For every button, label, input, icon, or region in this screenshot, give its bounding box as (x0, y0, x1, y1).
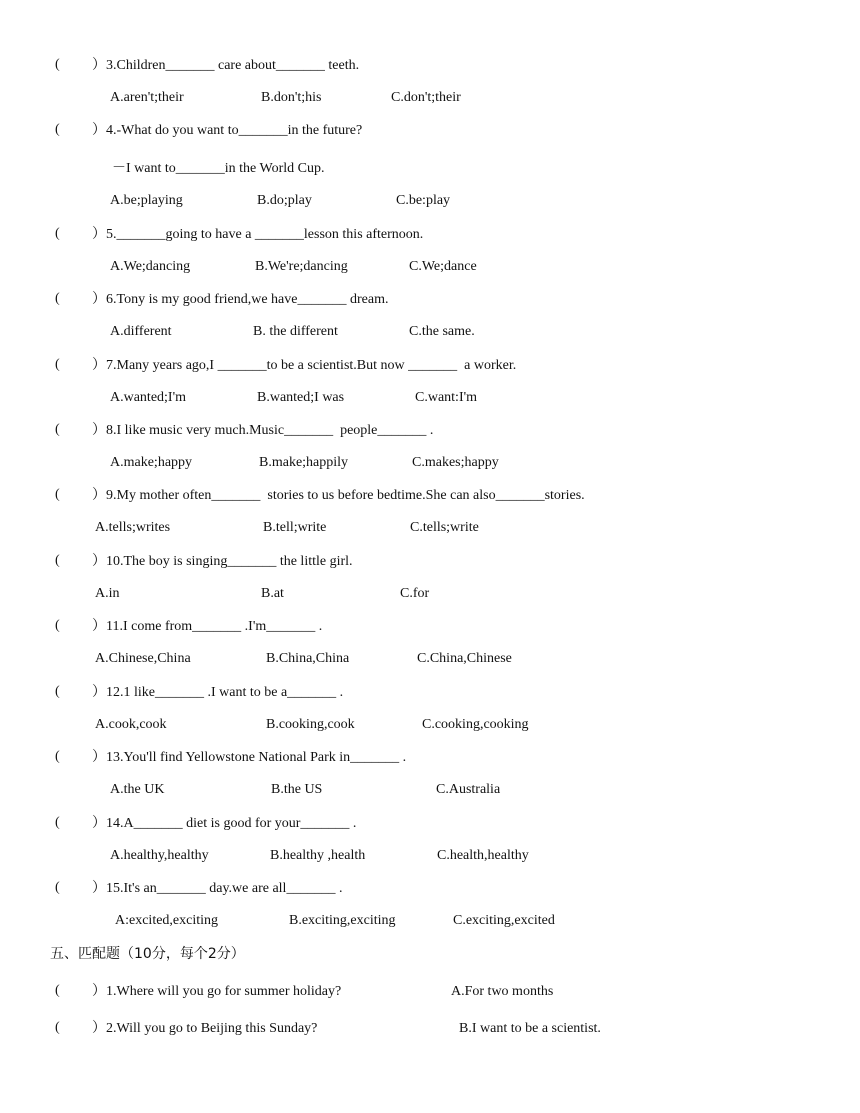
q5-option-b: B.We're;dancing (255, 259, 348, 274)
answer-paren: ( (55, 749, 60, 764)
q8-option-a: A.make;happy (110, 455, 193, 470)
q12-option-c: C.cooking,cooking (422, 717, 529, 732)
match-answer-b: B.I want to be a scientist. (459, 1021, 601, 1036)
answer-paren: ( (55, 815, 60, 830)
q3-option-b: B.don't;his (261, 90, 322, 105)
q15-option-c: C.exciting,excited (453, 913, 555, 928)
q15-option-a: A:excited,exciting (115, 913, 219, 928)
q3-option-c: C.don't;their (391, 90, 461, 105)
q14-option-c: C.health,healthy (437, 848, 529, 863)
q6-option-a: A.different (110, 324, 172, 339)
match-question-1: ）1.Where will you go for summer holiday? (92, 984, 342, 999)
q9-option-b: B.tell;write (263, 520, 327, 535)
q11-option-c: C.China,Chinese (417, 651, 512, 666)
question-3: ）3.Children_______ care about_______ teeth. (92, 58, 360, 73)
answer-paren: ( (55, 357, 60, 372)
answer-paren: ( (55, 291, 60, 306)
answer-paren: ( (55, 684, 60, 699)
section-title: 五、匹配题（10分，每个2分） (50, 946, 245, 962)
q12-option-a: A.cook,cook (95, 717, 167, 732)
question-11: ）11.I come from_______ .I'm_______ . (92, 619, 323, 634)
answer-paren: ( (55, 487, 60, 502)
q7-option-a: A.wanted;I'm (110, 390, 187, 405)
q13-option-a: A.the UK (110, 782, 165, 797)
answer-paren: ( (55, 226, 60, 241)
answer-paren: ( (55, 618, 60, 633)
q14-option-a: A.healthy,healthy (110, 848, 209, 863)
answer-paren: ( (55, 553, 60, 568)
question-4: ）4.-What do you want to_______in the future? (92, 123, 363, 138)
q13-option-b: B.the US (271, 782, 323, 797)
question-8: ）8.I like music very much.Music_______ people_______ . (92, 423, 434, 438)
q7-option-b: B.wanted;I was (257, 390, 345, 405)
q10-option-b: B.at (261, 586, 284, 601)
question-5: ）5._______going to have a _______lesson this afternoon. (92, 227, 424, 242)
match-question-2: ）2.Will you go to Beijing this Sunday? (92, 1021, 318, 1036)
q14-option-b: B.healthy ,health (270, 848, 366, 863)
q8-option-b: B.make;happily (259, 455, 349, 470)
answer-paren: ( (55, 983, 60, 998)
question-4-sub: －I want to_______in the World Cup. (112, 161, 325, 176)
answer-paren: ( (55, 1020, 60, 1035)
answer-paren: ( (55, 880, 60, 895)
q11-option-b: B.China,China (266, 651, 350, 666)
q9-option-c: C.tells;write (410, 520, 479, 535)
answer-paren: ( (55, 122, 60, 137)
q4-option-a: A.be;playing (110, 193, 183, 208)
q6-option-c: C.the same. (409, 324, 475, 339)
question-7: ）7.Many years ago,I _______to be a scientist.But now _______ a worker. (92, 358, 517, 373)
q4-option-c: C.be:play (396, 193, 451, 208)
question-12: ）12.1 like_______ .I want to be a_______ . (92, 685, 344, 700)
q10-option-c: C.for (400, 586, 430, 601)
q3-option-a: A.aren't;their (110, 90, 184, 105)
q5-option-a: A.We;dancing (110, 259, 191, 274)
q10-option-a: A.in (95, 586, 120, 601)
q13-option-c: C.Australia (436, 782, 501, 797)
question-6: ）6.Tony is my good friend,we have_______ dream. (92, 292, 389, 307)
q9-option-a: A.tells;writes (95, 520, 171, 535)
q5-option-c: C.We;dance (409, 259, 477, 274)
q6-option-b: B. the different (253, 324, 338, 339)
q12-option-b: B.cooking,cook (266, 717, 355, 732)
q4-option-b: B.do;play (257, 193, 312, 208)
match-answer-a: A.For two months (451, 984, 554, 999)
q8-option-c: C.makes;happy (412, 455, 499, 470)
question-9: ）9.My mother often_______ stories to us before bedtime.She can also_______stories. (92, 488, 585, 503)
q15-option-b: B.exciting,exciting (289, 913, 396, 928)
question-10: ）10.The boy is singing_______ the little girl. (92, 554, 353, 569)
answer-paren: ( (55, 57, 60, 72)
answer-paren: ( (55, 422, 60, 437)
question-14: ）14.A_______ diet is good for your_______ . (92, 816, 357, 831)
q11-option-a: A.Chinese,China (95, 651, 191, 666)
q7-option-c: C.want:I'm (415, 390, 478, 405)
question-15: ）15.It's an_______ day.we are all_______ . (92, 881, 343, 896)
question-13: ）13.You'll find Yellowstone National Park in_______ . (92, 750, 407, 765)
